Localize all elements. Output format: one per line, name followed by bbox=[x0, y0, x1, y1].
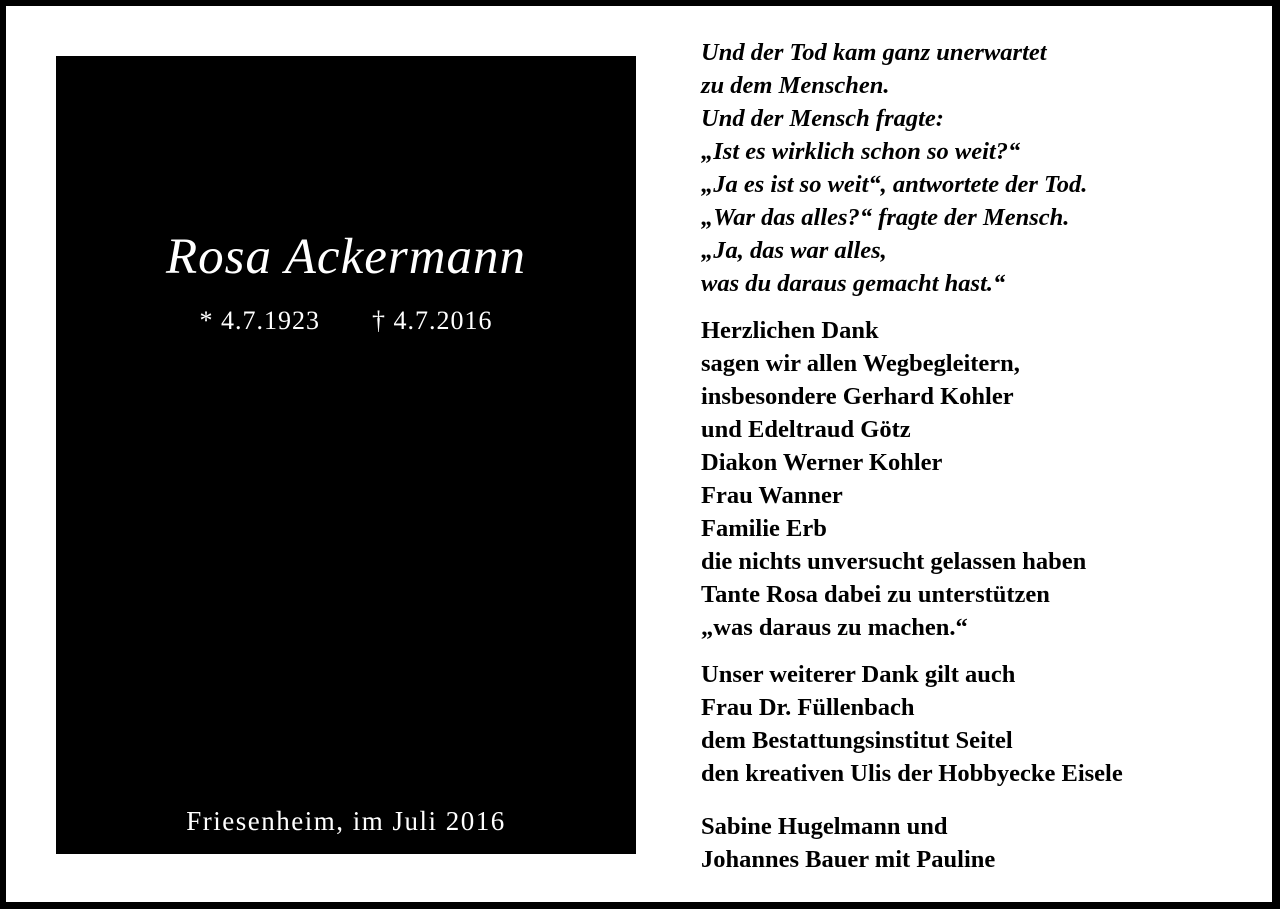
poem-line: „Ist es wirklich schon so weit?“ bbox=[701, 138, 1021, 165]
thanks-line: Frau Wanner bbox=[701, 482, 843, 509]
further-thanks-line: dem Bestattungsinstitut Seitel bbox=[701, 727, 1013, 754]
signature-line: Sabine Hugelmann und bbox=[701, 813, 948, 840]
further-thanks-section bbox=[701, 658, 1261, 790]
further-thanks-line: Unser weiterer Dank gilt auch bbox=[701, 661, 1016, 688]
poem-line: zu dem Menschen. bbox=[701, 72, 890, 99]
text-column bbox=[701, 36, 1261, 876]
poem bbox=[701, 36, 1261, 300]
poem-line: „Ja, das war alles, bbox=[701, 237, 887, 264]
thanks-section bbox=[701, 314, 1261, 644]
thanks-line: und Edeltraud Götz bbox=[701, 416, 911, 443]
place-and-date: Friesenheim, im Juli 2016 bbox=[186, 806, 506, 836]
thanks-line: Herzlichen Dank bbox=[701, 317, 879, 344]
thanks-line: „was daraus zu machen.“ bbox=[701, 614, 968, 641]
signature-line: Johannes Bauer mit Pauline bbox=[701, 846, 996, 873]
thanks-line: die nichts unversucht gelassen haben bbox=[701, 548, 1087, 575]
memorial-panel bbox=[56, 56, 636, 854]
further-thanks-line: Frau Dr. Füllenbach bbox=[701, 694, 915, 721]
thanks-line: Familie Erb bbox=[701, 515, 827, 542]
death-date: † 4.7.2016 bbox=[372, 306, 493, 335]
signatures bbox=[701, 810, 1261, 876]
poem-line: Und der Mensch fragte: bbox=[701, 105, 944, 132]
poem-line: Und der Tod kam ganz unerwartet bbox=[701, 39, 1047, 66]
thanks-line: Diakon Werner Kohler bbox=[701, 449, 943, 476]
notice-frame bbox=[6, 6, 1272, 902]
birth-date: * 4.7.1923 bbox=[199, 306, 320, 335]
further-thanks-line: den kreativen Ulis der Hobbyecke Eisele bbox=[701, 760, 1123, 787]
thanks-line: sagen wir allen Wegbegleitern, bbox=[701, 350, 1020, 377]
thanks-line: insbesondere Gerhard Kohler bbox=[701, 383, 1014, 410]
thanks-line: Tante Rosa dabei zu unterstützen bbox=[701, 581, 1050, 608]
poem-line: was du daraus gemacht hast.“ bbox=[701, 270, 1006, 297]
deceased-name: Rosa Ackermann bbox=[165, 229, 527, 285]
poem-line: „Ja es ist so weit“, antwortete der Tod. bbox=[701, 171, 1088, 198]
poem-line: „War das alles?“ fragte der Mensch. bbox=[701, 204, 1070, 231]
life-dates bbox=[56, 306, 636, 336]
